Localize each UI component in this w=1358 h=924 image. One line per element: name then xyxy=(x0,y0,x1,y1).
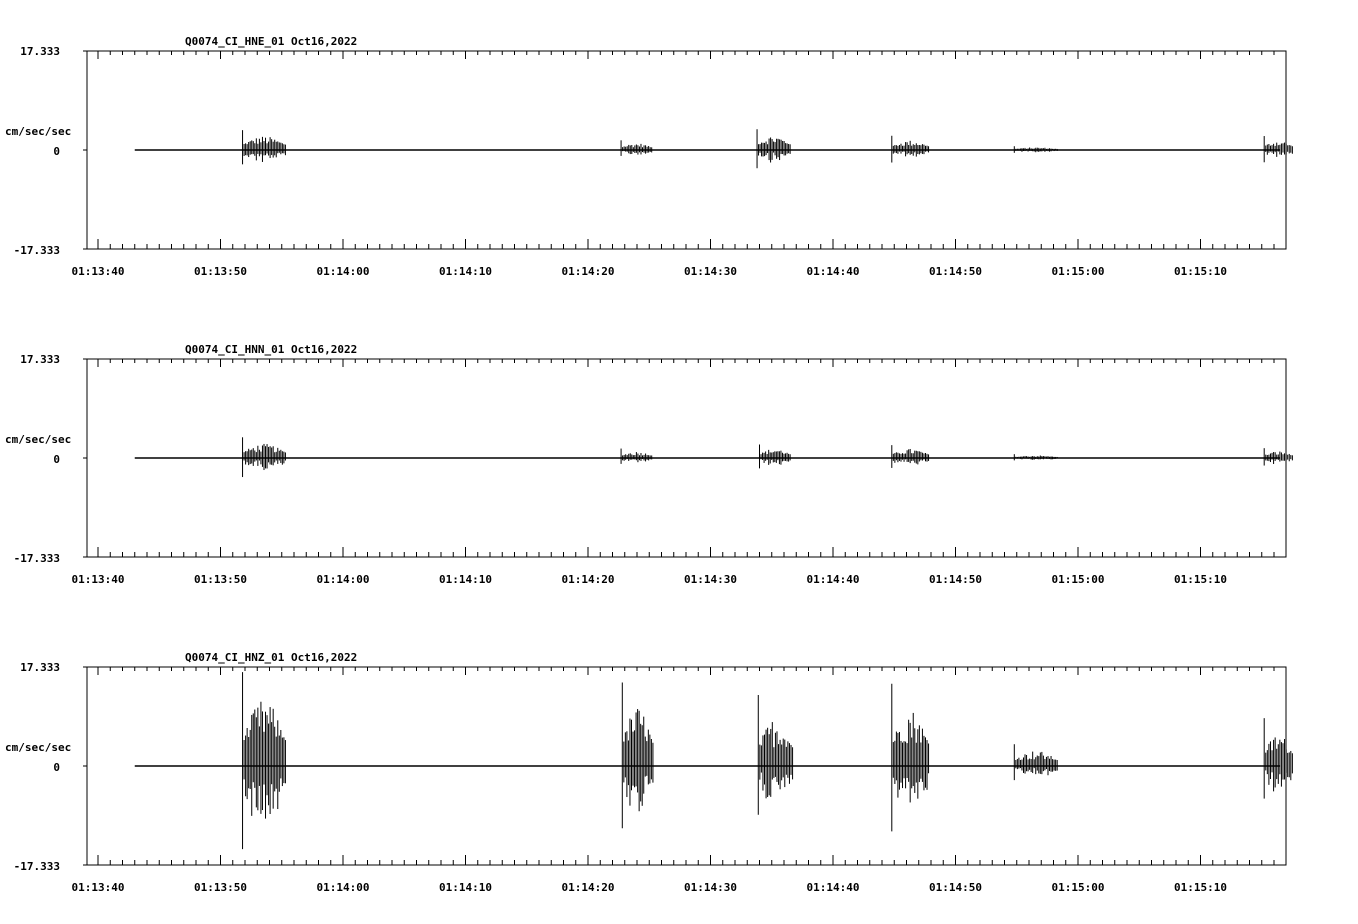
x-tick-label: 01:15:00 xyxy=(1051,573,1105,586)
x-tick-label: 01:15:00 xyxy=(1051,881,1105,894)
y-axis-label: cm/sec/sec xyxy=(5,741,72,754)
waveform-event-6 xyxy=(1264,448,1292,465)
y-tick-label-max: 17.333 xyxy=(20,353,60,366)
x-tick-label: 01:15:10 xyxy=(1174,265,1227,278)
waveform-event-6 xyxy=(1264,718,1292,798)
x-tick-label: 01:14:50 xyxy=(929,573,982,586)
waveform-event-3 xyxy=(758,695,792,815)
y-tick-label-max: 17.333 xyxy=(20,45,60,58)
x-tick-label: 01:15:10 xyxy=(1174,573,1227,586)
waveform-event-5 xyxy=(1014,744,1057,780)
x-tick-label: 01:14:20 xyxy=(561,265,615,278)
x-tick-label: 01:13:50 xyxy=(194,265,247,278)
y-axis-label: cm/sec/sec xyxy=(5,433,72,446)
y-tick-label-min: -17.333 xyxy=(13,552,60,565)
waveform-event-3 xyxy=(760,445,791,469)
y-tick-label-min: -17.333 xyxy=(13,244,60,257)
y-tick-label-zero: 0 xyxy=(53,453,60,466)
waveform-event-1 xyxy=(243,672,286,849)
x-tick-label: 01:14:40 xyxy=(806,265,860,278)
x-tick-label: 01:14:50 xyxy=(929,881,982,894)
x-tick-label: 01:14:50 xyxy=(929,265,982,278)
seismogram-panel-2 xyxy=(5,343,1292,586)
waveform-event-3 xyxy=(757,129,790,168)
plot-title: Q0074_CI_HNZ_01 Oct16,2022 xyxy=(185,651,358,664)
waveform-event-4 xyxy=(892,445,929,468)
waveform-event-1 xyxy=(243,437,286,477)
y-tick-label-min: -17.333 xyxy=(13,860,60,873)
x-tick-label: 01:13:40 xyxy=(71,265,125,278)
x-tick-label: 01:14:00 xyxy=(316,573,370,586)
y-tick-label-zero: 0 xyxy=(53,145,60,158)
x-tick-label: 01:14:20 xyxy=(561,573,615,586)
waveform-event-6 xyxy=(1264,136,1292,162)
x-tick-label: 01:14:30 xyxy=(684,881,737,894)
x-tick-label: 01:14:20 xyxy=(561,881,615,894)
waveform-event-2 xyxy=(621,140,652,156)
y-axis-label: cm/sec/sec xyxy=(5,125,72,138)
waveform-event-5 xyxy=(1014,454,1057,460)
waveform-event-2 xyxy=(621,449,652,464)
seismogram-panel-3 xyxy=(5,651,1292,894)
x-tick-label: 01:13:50 xyxy=(194,881,247,894)
plot-title: Q0074_CI_HNN_01 Oct16,2022 xyxy=(185,343,358,356)
x-tick-label: 01:13:50 xyxy=(194,573,247,586)
x-tick-label: 01:14:30 xyxy=(684,265,737,278)
waveform-event-1 xyxy=(243,130,286,164)
waveform-event-4 xyxy=(892,136,929,163)
x-tick-label: 01:14:10 xyxy=(439,573,492,586)
x-tick-label: 01:14:40 xyxy=(806,881,860,894)
waveform-event-5 xyxy=(1014,146,1057,153)
x-tick-label: 01:14:40 xyxy=(806,573,860,586)
x-tick-label: 01:13:40 xyxy=(71,573,125,586)
x-tick-label: 01:15:00 xyxy=(1051,265,1105,278)
x-tick-label: 01:14:10 xyxy=(439,881,492,894)
y-tick-label-max: 17.333 xyxy=(20,661,60,674)
x-tick-label: 01:14:30 xyxy=(684,573,737,586)
y-tick-label-zero: 0 xyxy=(53,761,60,774)
seismogram-panel-1 xyxy=(5,35,1292,278)
x-tick-label: 01:14:00 xyxy=(316,881,370,894)
x-tick-label: 01:14:00 xyxy=(316,265,370,278)
x-tick-label: 01:14:10 xyxy=(439,265,492,278)
waveform-event-4 xyxy=(892,684,929,832)
x-tick-label: 01:15:10 xyxy=(1174,881,1227,894)
plot-title: Q0074_CI_HNE_01 Oct16,2022 xyxy=(185,35,358,48)
x-tick-label: 01:13:40 xyxy=(71,881,125,894)
waveform-event-2 xyxy=(622,682,653,828)
